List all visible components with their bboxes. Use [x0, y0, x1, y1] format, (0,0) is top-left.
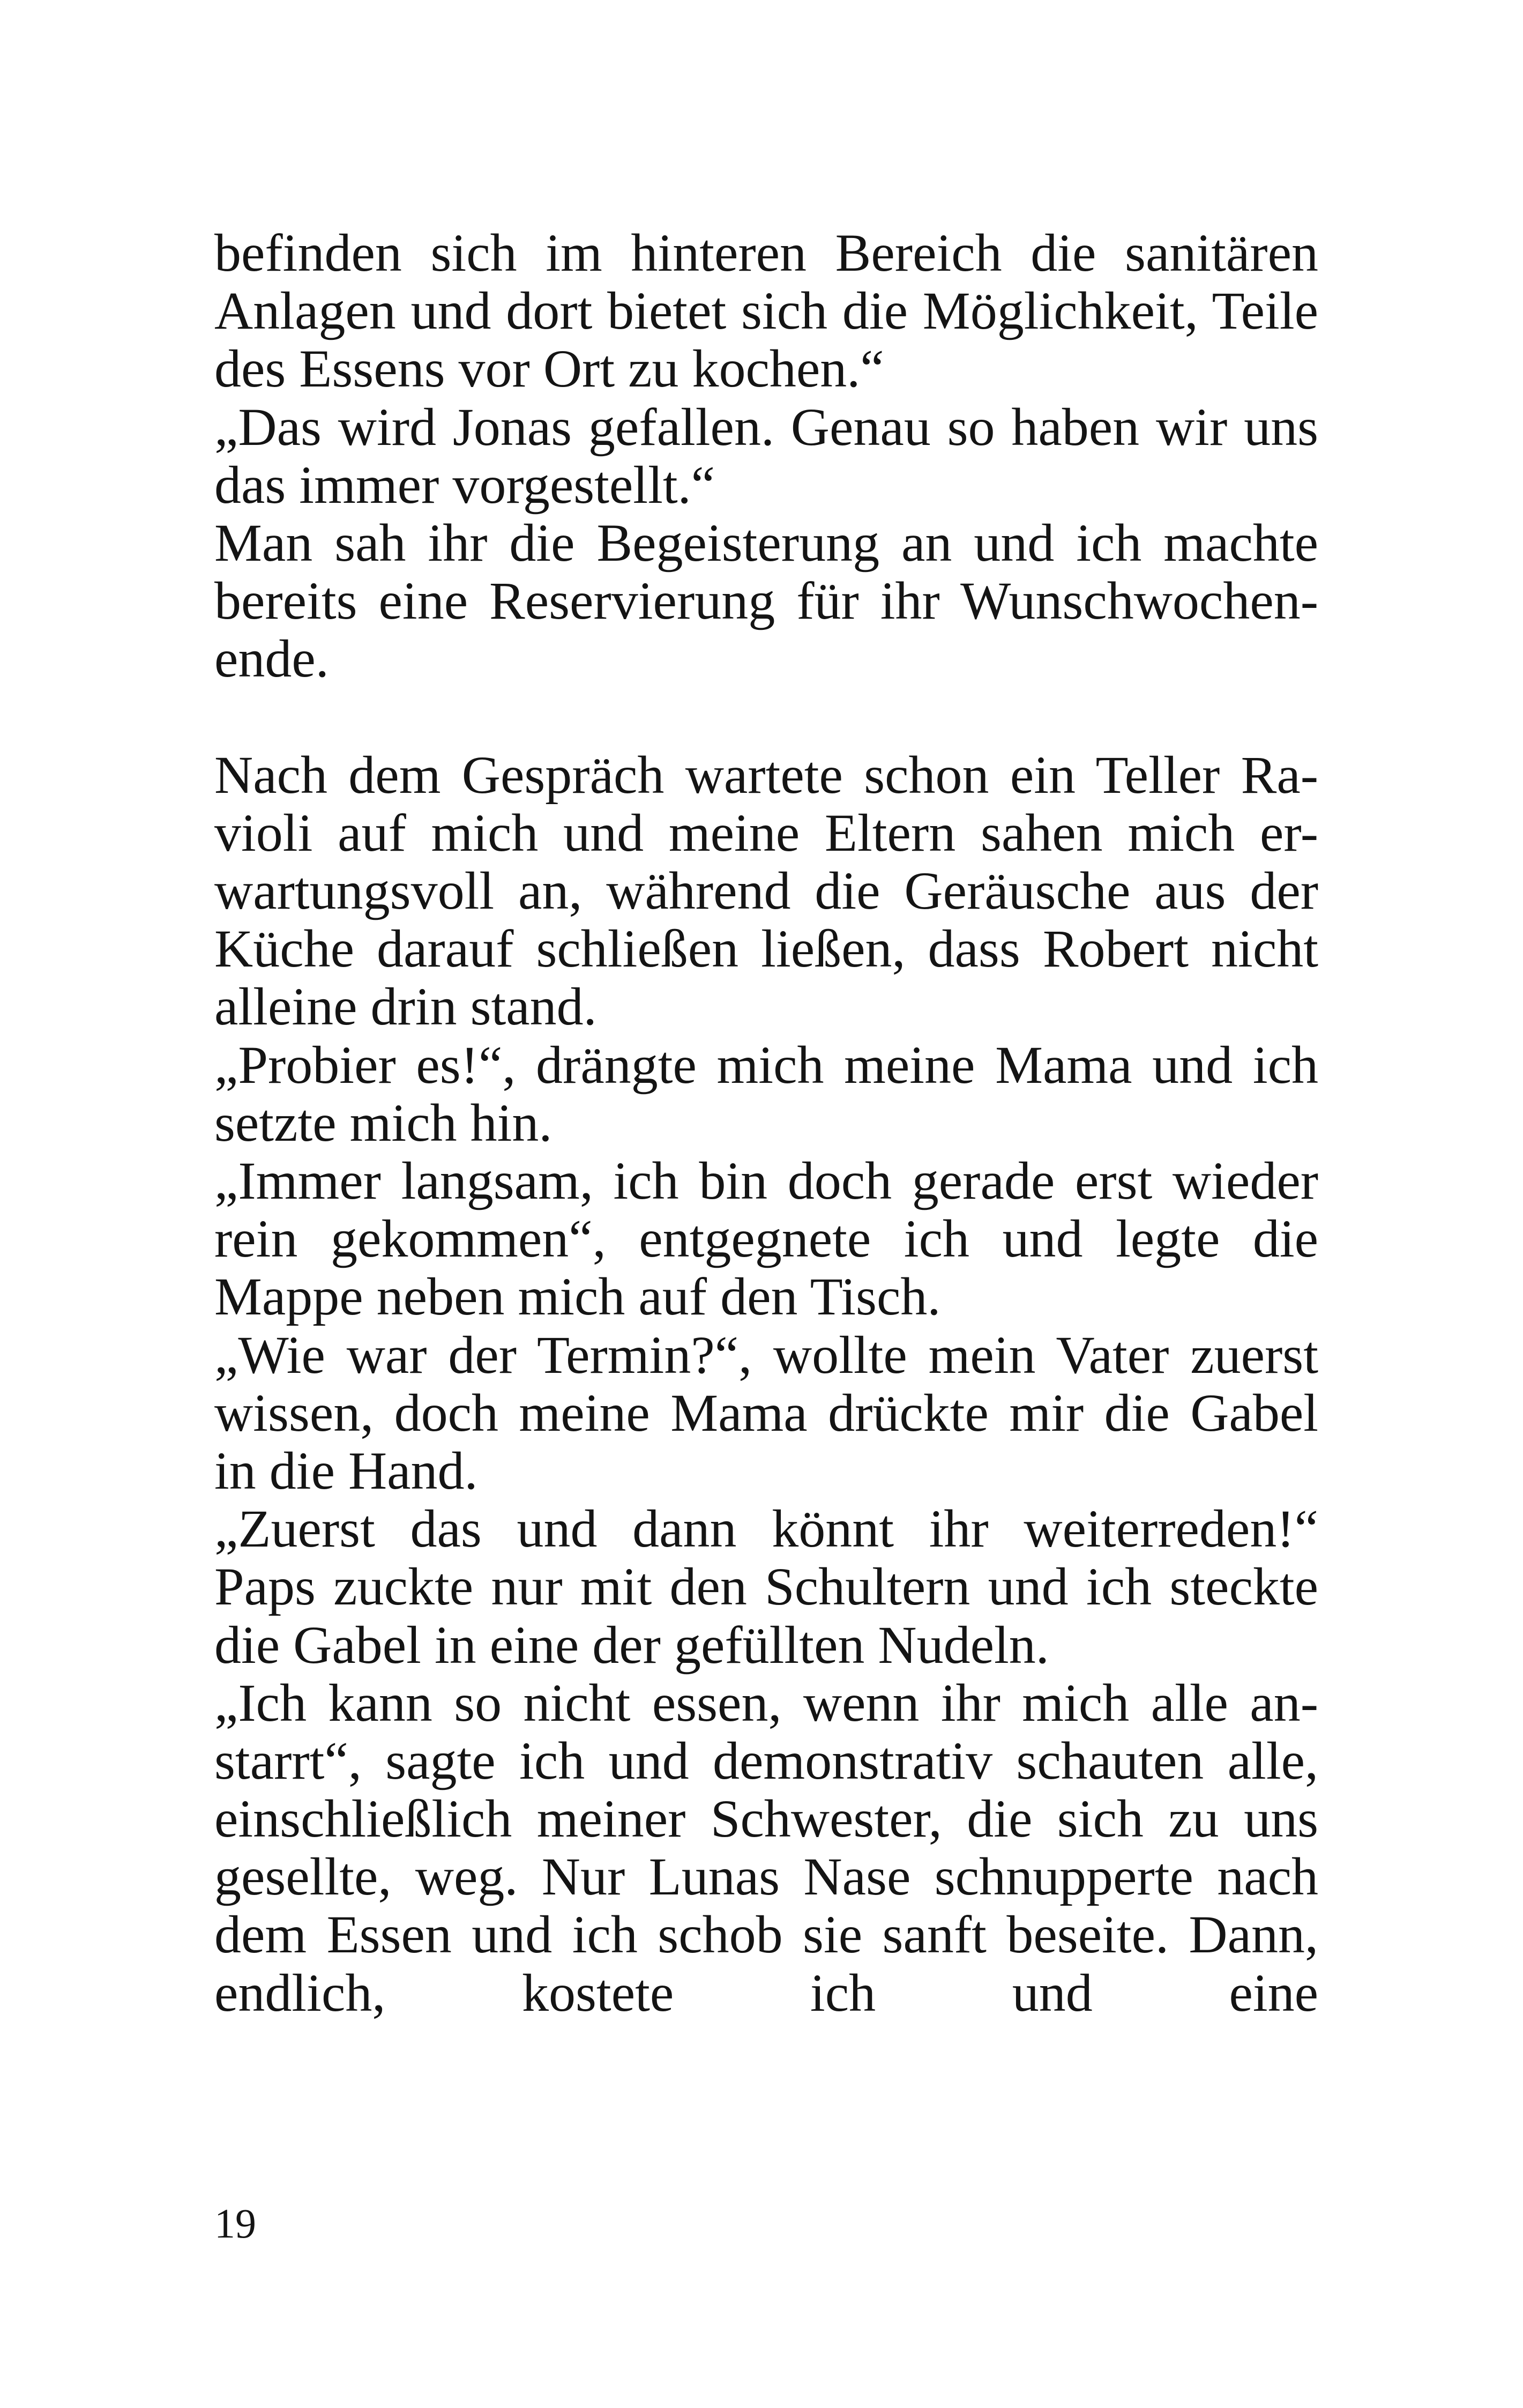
text-line: alleine drin stand.	[214, 977, 597, 1037]
text-line: in die Hand.	[214, 1440, 478, 1500]
page-number: 19	[214, 2200, 256, 2247]
text-line: befinden sich im hinteren Bereich die sanitären	[214, 223, 1318, 283]
text-line: des Essens vor Ort zu kochen.“	[214, 339, 884, 399]
text-line: dem Essen und ich schob sie sanft beseite. Dann,	[214, 1905, 1318, 1965]
text-line: „Probier es!“, drängte mich meine Mama und ich	[214, 1035, 1318, 1095]
text-line: wissen, doch meine Mama drückte mir die Gabel	[214, 1383, 1318, 1443]
text-line: setzte mich hin.	[214, 1092, 553, 1153]
text-line: violi auf mich und meine Eltern sahen mich er-	[214, 802, 1318, 863]
text-line: Küche darauf schließen ließen, dass Robert nicht	[214, 919, 1318, 979]
text-line: starrt“, sagte ich und demonstrativ schauten alle,	[214, 1730, 1318, 1790]
text-line: Paps zuckte nur mit den Schultern und ich steckte	[214, 1557, 1318, 1617]
text-line: Man sah ihr die Begeisterung an und ich machte	[214, 512, 1318, 573]
text-line: endlich, kostete ich und eine	[214, 1963, 1318, 2023]
paragraph-gap	[214, 688, 1318, 746]
body-text	[214, 224, 1318, 2022]
text-line: die Gabel in eine der gefüllten Nudeln.	[214, 1615, 1049, 1675]
text-line: rein gekommen“, entgegnete ich und legte die	[214, 1209, 1318, 1269]
text-line: „Das wird Jonas gefallen. Genau so haben wir uns	[214, 397, 1318, 457]
text-line: wartungsvoll an, während die Geräusche aus der	[214, 861, 1318, 921]
text-line: einschließlich meiner Schwester, die sich zu uns	[214, 1789, 1318, 1849]
text-line: Nach dem Gespräch wartete schon ein Teller Ra-	[214, 745, 1318, 805]
text-line: Anlagen und dort bietet sich die Möglichkeit, Teile	[214, 281, 1318, 341]
text-line: bereits eine Reservierung für ihr Wunschwochen-	[214, 571, 1318, 631]
text-line: „Ich kann so nicht essen, wenn ihr mich alle an-	[214, 1673, 1318, 1733]
text-line: „Immer langsam, ich bin doch gerade erst wieder	[214, 1151, 1318, 1210]
text-line: gesellte, weg. Nur Lunas Nase schnupperte nach	[214, 1847, 1318, 1907]
text-line: Mappe neben mich auf den Tisch.	[214, 1267, 941, 1327]
text-line: das immer vorgestellt.“	[214, 455, 715, 515]
text-line: „Zuerst das und dann könnt ihr weiterreden!“	[214, 1499, 1318, 1559]
text-line: ende.	[214, 629, 329, 689]
text-line: „Wie war der Termin?“, wollte mein Vater zuerst	[214, 1325, 1318, 1385]
